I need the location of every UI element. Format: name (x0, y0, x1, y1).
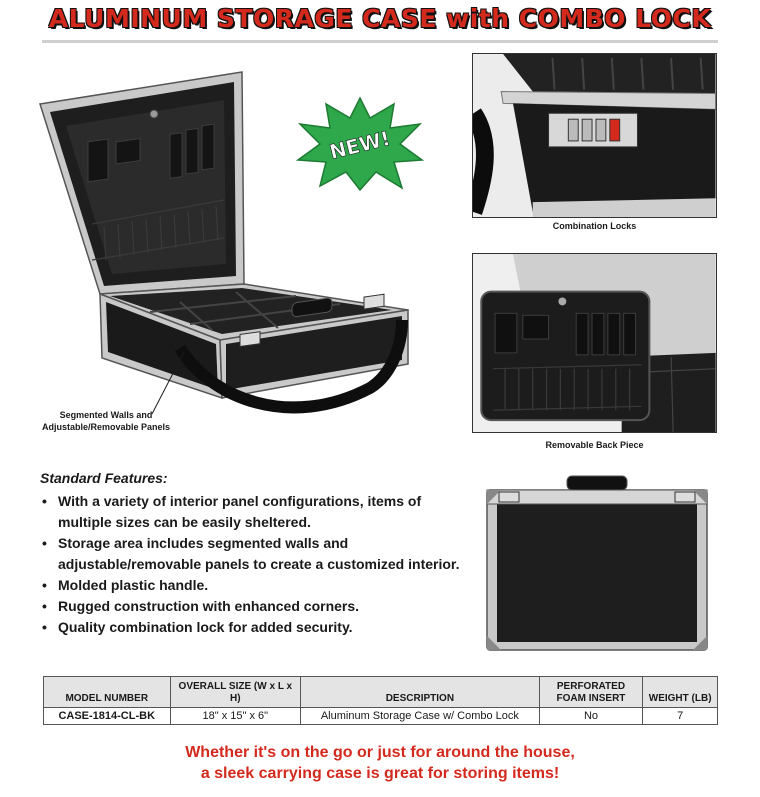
closed-case-photo (485, 472, 710, 652)
col-weight: WEIGHT (LB) (643, 677, 718, 708)
col-model-number: MODEL NUMBER (44, 677, 171, 708)
feature-item: • Molded plastic handle. (40, 575, 460, 596)
col-perforated-foam-insert: PERFORATED FOAM INSERT (539, 677, 643, 708)
col-overall-size: OVERALL SIZE (W x L x H) (170, 677, 301, 708)
page-title: ALUMINUM STORAGE CASE with COMBO LOCK (48, 4, 712, 33)
tagline (0, 742, 760, 784)
features-list (40, 491, 460, 638)
cell-model-number: CASE-1814-CL-BK (44, 708, 171, 725)
cell-overall-size: 18" x 15" x 6" (170, 708, 301, 725)
removable-back-piece-photo (472, 253, 717, 433)
feature-item: • Rugged construction with enhanced corners. (40, 596, 460, 617)
title-divider (42, 40, 718, 43)
standard-features (40, 470, 460, 638)
combination-locks-caption: Combination Locks (552, 221, 637, 231)
col-description: DESCRIPTION (301, 677, 539, 708)
cell-description: Aluminum Storage Case w/ Combo Lock (301, 708, 539, 725)
combination-locks-photo (472, 53, 717, 218)
callout-leader-line (150, 348, 190, 418)
tagline-line-2: a sleek carrying case is great for storing items! (200, 765, 560, 782)
feature-item: • Quality combination lock for added security. (40, 617, 460, 638)
removable-back-piece-caption: Removable Back Piece (545, 440, 644, 450)
new-badge (296, 96, 424, 192)
new-badge-text: NEW! (326, 125, 393, 165)
spec-table (43, 676, 718, 725)
segmented-walls-callout: Segmented Walls and Adjustable/Removable Panels (41, 410, 171, 432)
feature-item: • Storage area includes segmented walls and adjustable/removable panels to create a customized interior. (40, 533, 460, 575)
cell-weight: 7 (643, 708, 718, 725)
feature-item: • With a variety of interior panel configurations, items of multiple sizes can be easily sheltered. (40, 491, 460, 533)
table-header-row (44, 677, 718, 708)
features-heading: Standard Features: (40, 470, 168, 486)
cell-perforated-foam-insert: No (539, 708, 643, 725)
table-row (44, 708, 718, 725)
tagline-line-1: Whether it's on the go or just for around the house, (185, 744, 575, 761)
